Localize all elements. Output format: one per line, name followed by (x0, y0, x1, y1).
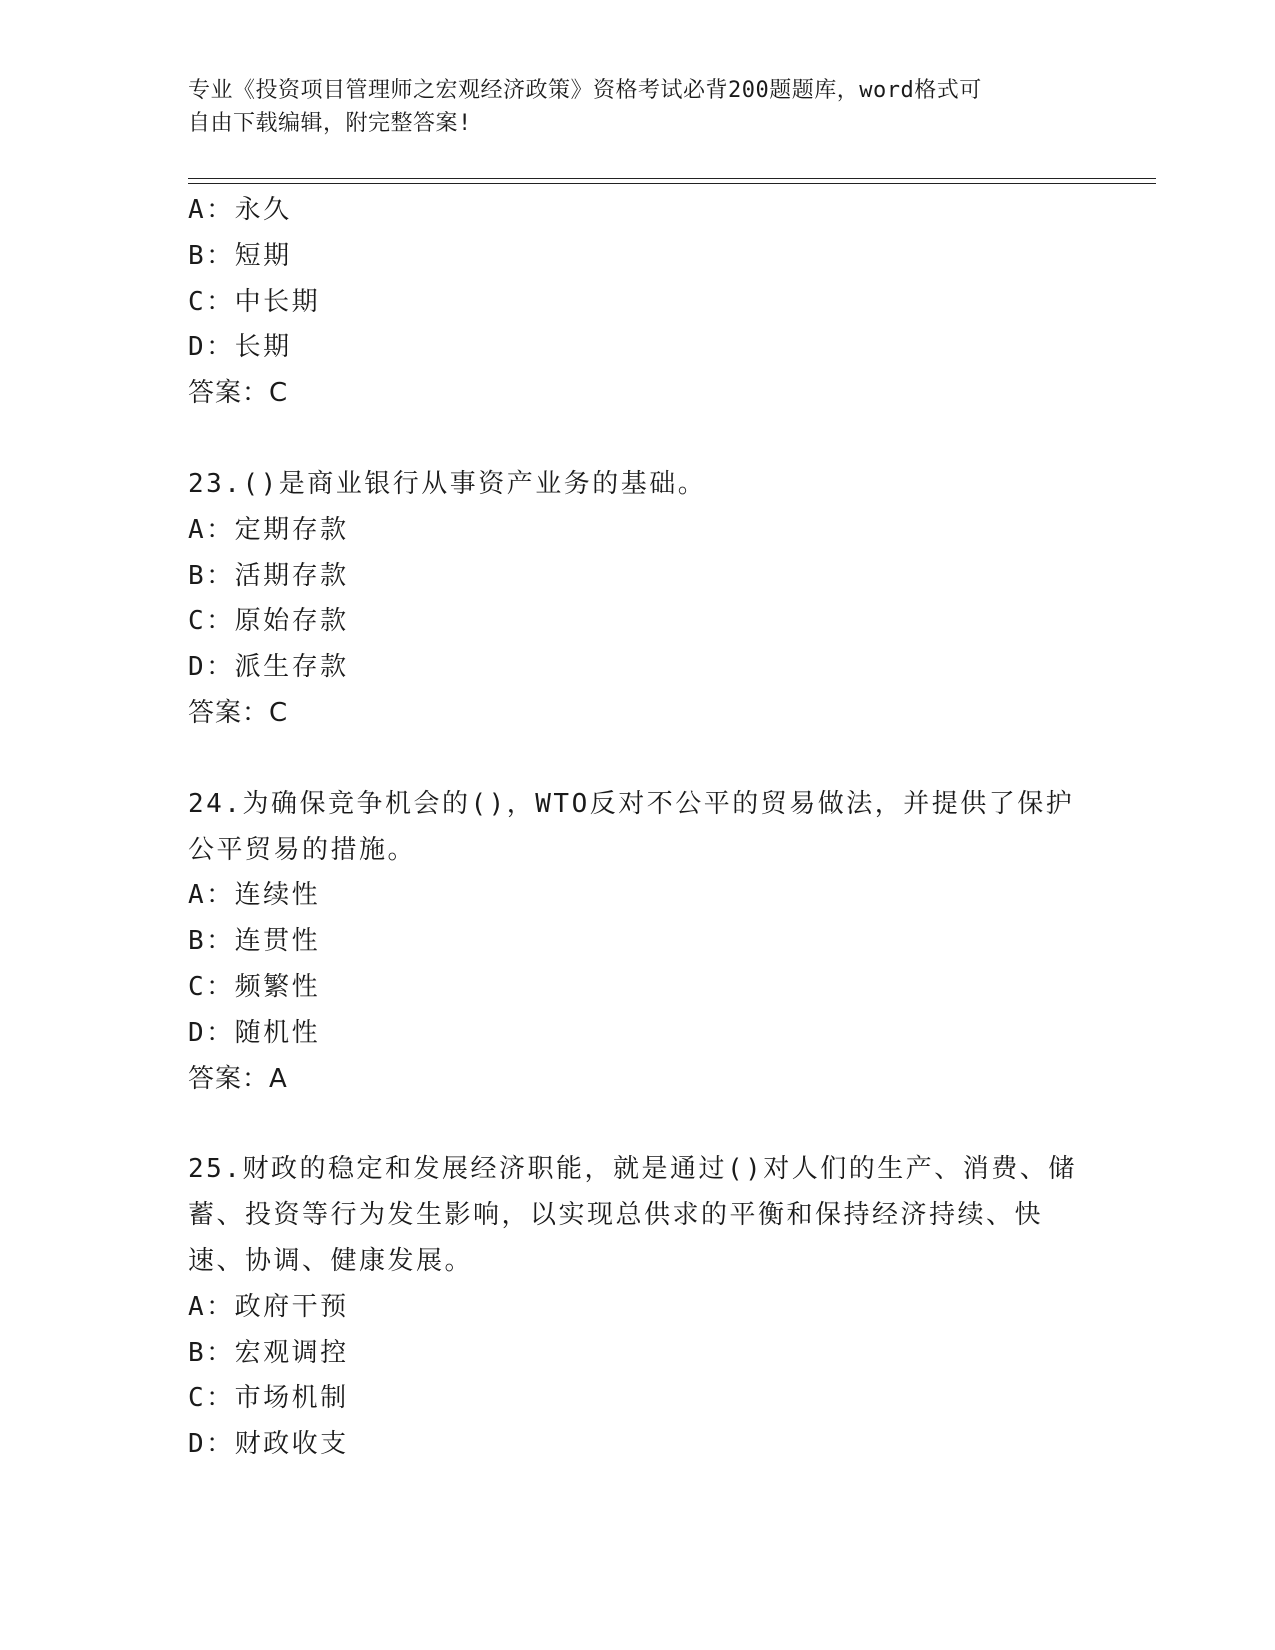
option-c: C：原始存款 (188, 606, 349, 637)
option-c: C：市场机制 (188, 1383, 349, 1414)
question-text-line-3: 速、协调、健康发展。 (188, 1245, 474, 1276)
option-b: B：宏观调控 (188, 1337, 349, 1368)
question-text-line-1: 25.财政的稳定和发展经济职能，就是通过()对人们的生产、消费、储 (188, 1154, 1077, 1185)
spacer (188, 417, 1088, 462)
question-text: 23.()是商业银行从事资产业务的基础。 (188, 468, 707, 499)
answer-line: 答案：A (188, 1063, 288, 1094)
option-c: C：中长期 (188, 286, 321, 317)
option-a: A：定期存款 (188, 514, 349, 545)
option-d: D：财政收支 (188, 1429, 349, 1460)
option-a: A：连续性 (188, 880, 321, 911)
question-22-block (188, 188, 1088, 417)
header-divider (188, 178, 1156, 184)
option-c: C：频繁性 (188, 971, 321, 1002)
option-d: D：随机性 (188, 1017, 321, 1048)
option-a: A：政府干预 (188, 1291, 349, 1322)
header-title-line-2: 自由下载编辑，附完整答案! (188, 111, 472, 136)
question-23-block (188, 462, 1088, 737)
document-header (188, 74, 1068, 140)
option-a: A：永久 (188, 195, 292, 225)
question-text-line-2: 公平贸易的措施。 (188, 834, 417, 865)
spacer (188, 1102, 1088, 1147)
option-d: D：派生存款 (188, 652, 349, 683)
option-b: B：活期存款 (188, 560, 349, 591)
option-b: B：连贯性 (188, 926, 321, 957)
question-24-block (188, 782, 1088, 1103)
header-title-line-1: 专业《投资项目管理师之宏观经济政策》资格考试必背200题题库，word格式可 (188, 78, 982, 103)
option-b: B：短期 (188, 240, 292, 271)
question-25-block (188, 1147, 1088, 1468)
answer-line: 答案：C (188, 378, 289, 409)
spacer (188, 737, 1088, 782)
option-d: D：长期 (188, 332, 292, 363)
question-list (188, 188, 1088, 1468)
answer-line: 答案：C (188, 697, 289, 728)
question-text-line-2: 蓄、投资等行为发生影响，以实现总供求的平衡和保持经济持续、快 (188, 1200, 1044, 1231)
question-text-line-1: 24.为确保竞争机会的()，WTO反对不公平的贸易做法，并提供了保护 (188, 788, 1075, 819)
